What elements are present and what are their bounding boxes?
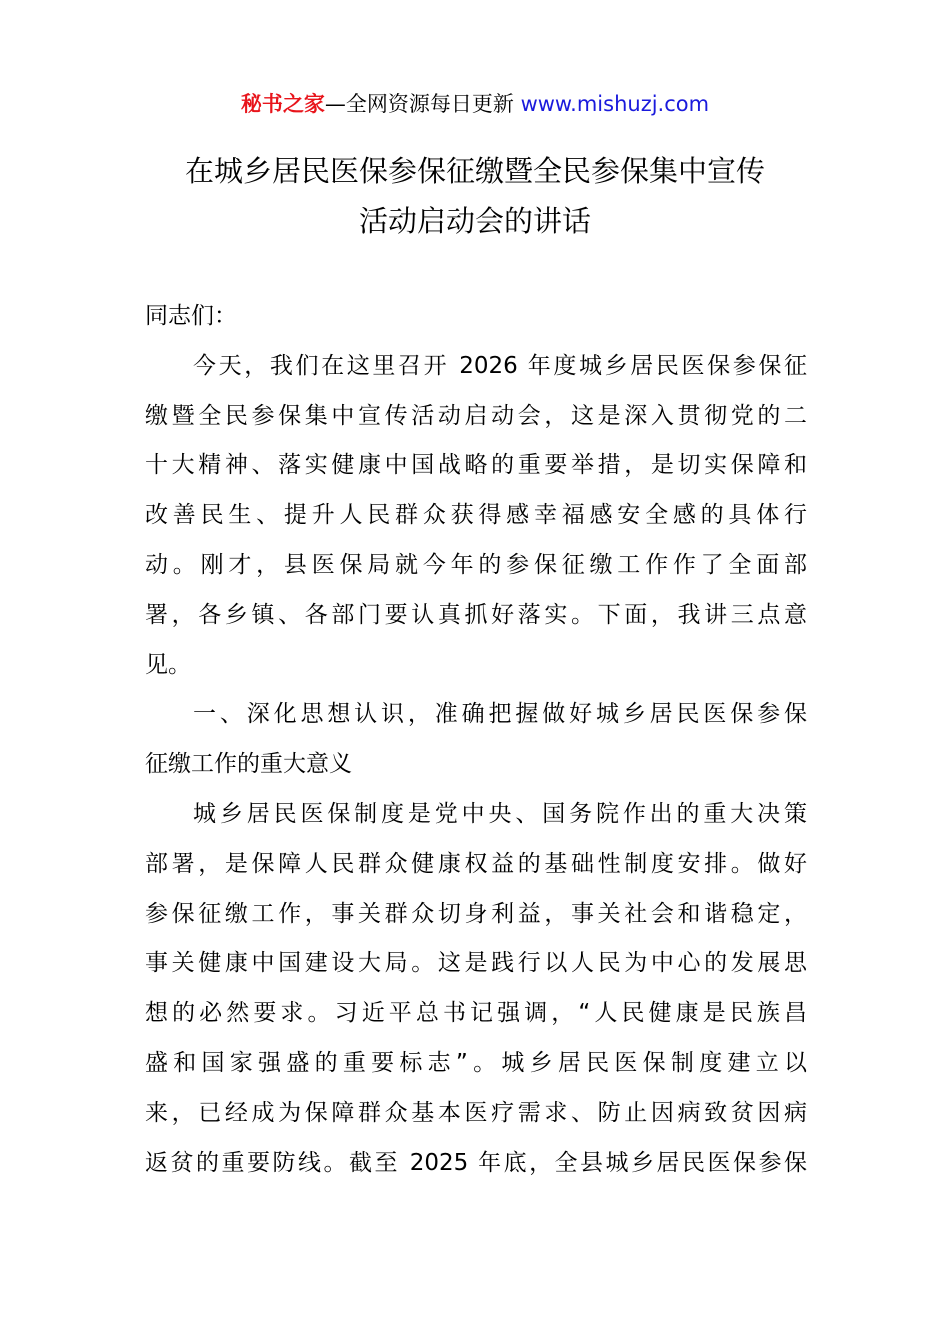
section-heading: 征缴工作的重大意义 xyxy=(145,751,352,778)
body-line: 缴暨全民参保集中宣传活动启动会，这是深入贯彻党的二 xyxy=(145,402,807,429)
section-heading: 一、深化思想认识，准确把握做好城乡居民医保参保 xyxy=(193,701,807,728)
site-tagline: —全网资源每日更新 xyxy=(324,92,521,116)
document-body xyxy=(145,292,807,1188)
site-header xyxy=(0,88,950,118)
body-line: 动。刚才，县医保局就今年的参保征缴工作作了全面部 xyxy=(145,551,807,578)
body-line: 十大精神、落实健康中国战略的重要举措，是切实保障和 xyxy=(145,452,807,479)
body-line: 署，各乡镇、各部门要认真抓好落实。下面，我讲三点意 xyxy=(145,601,807,628)
salutation: 同志们： xyxy=(145,303,237,329)
body-line: 盛和国家强盛的重要标志”。城乡居民医保制度建立以 xyxy=(145,1049,807,1076)
body-line: 部署，是保障人民群众健康权益的基础性制度安排。做好 xyxy=(145,850,807,877)
site-url-link[interactable]: www.mishuzj.com xyxy=(520,92,710,116)
body-line: 来，已经成为保障群众基本医疗需求、防止因病致贫因病 xyxy=(145,1099,807,1126)
document-title xyxy=(0,146,950,246)
body-line: 想的必然要求。习近平总书记强调，“人民健康是民族昌 xyxy=(145,1000,807,1027)
body-line: 参保征缴工作，事关群众切身利益，事关社会和谐稳定， xyxy=(145,900,807,927)
site-brand: 秘书之家 xyxy=(240,92,325,116)
body-line: 城乡居民医保制度是党中央、国务院作出的重大决策 xyxy=(193,800,807,827)
title-line-1: 在城乡居民医保参保征缴暨全民参保集中宣传 xyxy=(184,154,765,188)
title-line-2: 活动启动会的讲话 xyxy=(358,204,591,238)
body-line: 改善民生、提升人民群众获得感幸福感安全感的具体行 xyxy=(145,502,807,529)
body-line: 见。 xyxy=(145,651,191,678)
body-line: 返贫的重要防线。截至 2025 年底，全县城乡居民医保参保 xyxy=(145,1149,807,1176)
body-line: 事关健康中国建设大局。这是践行以人民为中心的发展思 xyxy=(145,950,807,977)
body-line: 今天，我们在这里召开 2026 年度城乡居民医保参保征 xyxy=(193,352,807,379)
